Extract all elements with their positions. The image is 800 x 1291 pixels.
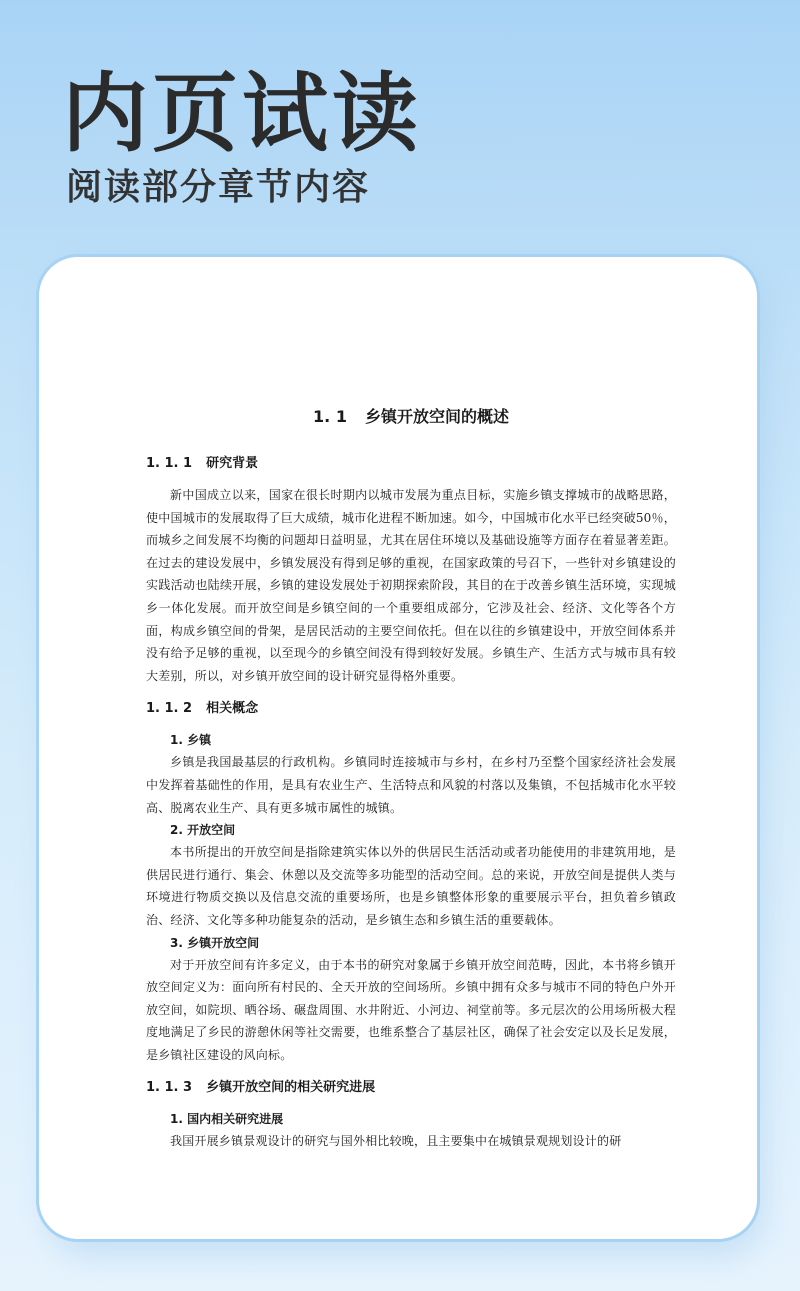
- subsection-number: 1. 1. 2: [146, 701, 193, 717]
- section-number: 1. 1: [313, 407, 347, 426]
- paragraph-township-open-space: 对于开放空间有许多定义，由于本书的研究对象属于乡镇开放空间范畴，因此，本书将乡镇开放空间定义为：面向所有村民的、全天开放的空间场所。乡镇中拥有众多与城市不同的特色户外开放空间，如院坝、晒谷场、碾盘周围、水井附近、小河边、祠堂前等。多元层次的公用场所极大程度地满足了乡民的游憩休闲等社交需要，也维系整合了基层社区，确保了社会安定以及长足发展，是乡镇社区建设的风向标。: [146, 957, 676, 1062]
- subsection-number: 1. 1. 3: [146, 1080, 193, 1096]
- subsection-heading: [146, 699, 676, 719]
- subsection-heading: [146, 1078, 676, 1098]
- document-page: [146, 402, 676, 1153]
- paragraph-open-space: 本书所提出的开放空间是指除建筑实体以外的供居民生活活动或者功能使用的非建筑用地，是供居民进行通行、集会、休憩以及交流等多功能型的活动空间。总的来说，开放空间是提供人类与环境进行物质交换以及信息交流的重要场所，也是乡镇整体形象的重要展示平台，担负着乡镇政治、经济、文化等多种功能复杂的活动，是乡镇生态和乡镇生活的重要载体。: [146, 845, 676, 927]
- subsection-title: 研究背景: [206, 456, 259, 471]
- hero-subtitle: 阅读部分章节内容: [66, 167, 371, 208]
- paragraph-research-background: 新中国成立以来，国家在很长时期内以城市发展为重点目标，实施乡镇支撑城市的战略思路，使中国城市的发展取得了巨大成绩，城市化进程不断加速。如今，中国城市化水平已经突破50％，而城乡之间发展不均衡的问题却日益明显，尤其在居住环境以及基础设施等方面存在着显著差距。在过去的建设发展中，乡镇发展没有得到足够的重视，在国家政策的号召下，一些针对乡镇建设的实践活动也陆续开展，乡镇的建设发展处于初期探索阶段，其目的在于改善乡镇生活环境，实现城乡一体化发展。而开放空间是乡镇空间的一个重要组成部分，它涉及社会、经济、文化等各个方面，构成乡镇空间的骨架，是居民活动的主要空间依托。但在以往的乡镇建设中，开放空间体系并没有给予足够的重视，以至现今的乡镇空间没有得到较好发展。乡镇生产、生活方式与城市具有较大差别，所以，对乡镇开放空间的设计研究显得格外重要。: [146, 488, 676, 683]
- preview-card: [36, 254, 760, 1242]
- item-heading-domestic-research: 1. 国内相关研究进展: [170, 1112, 284, 1127]
- subsection-number: 1. 1. 1: [146, 456, 193, 471]
- subsection-title: 相关概念: [206, 701, 259, 717]
- item-heading-township-open-space: 3. 乡镇开放空间: [170, 935, 260, 950]
- section-heading: [146, 402, 676, 432]
- item-heading-open-space: 2. 开放空间: [170, 823, 236, 838]
- subsection-heading: [146, 454, 676, 474]
- hero-title: 内页试读: [62, 64, 422, 164]
- paragraph-township: 乡镇是我国最基层的行政机构。乡镇同时连接城市与乡村，在乡村乃至整个国家经济社会发展中发挥着基础性的作用，是具有农业生产、生活特点和风貌的村落以及集镇，不包括城市化水平较高、脱离农业生产、具有更多城市属性的城镇。: [146, 755, 676, 815]
- paragraph-domestic-research: 我国开展乡镇景观设计的研究与国外相比较晚，且主要集中在城镇景观规划设计的研: [170, 1134, 622, 1149]
- subsection-title: 乡镇开放空间的相关研究进展: [206, 1080, 376, 1096]
- section-title: 乡镇开放空间的概述: [364, 407, 509, 426]
- item-heading-township: 1. 乡镇: [170, 733, 212, 748]
